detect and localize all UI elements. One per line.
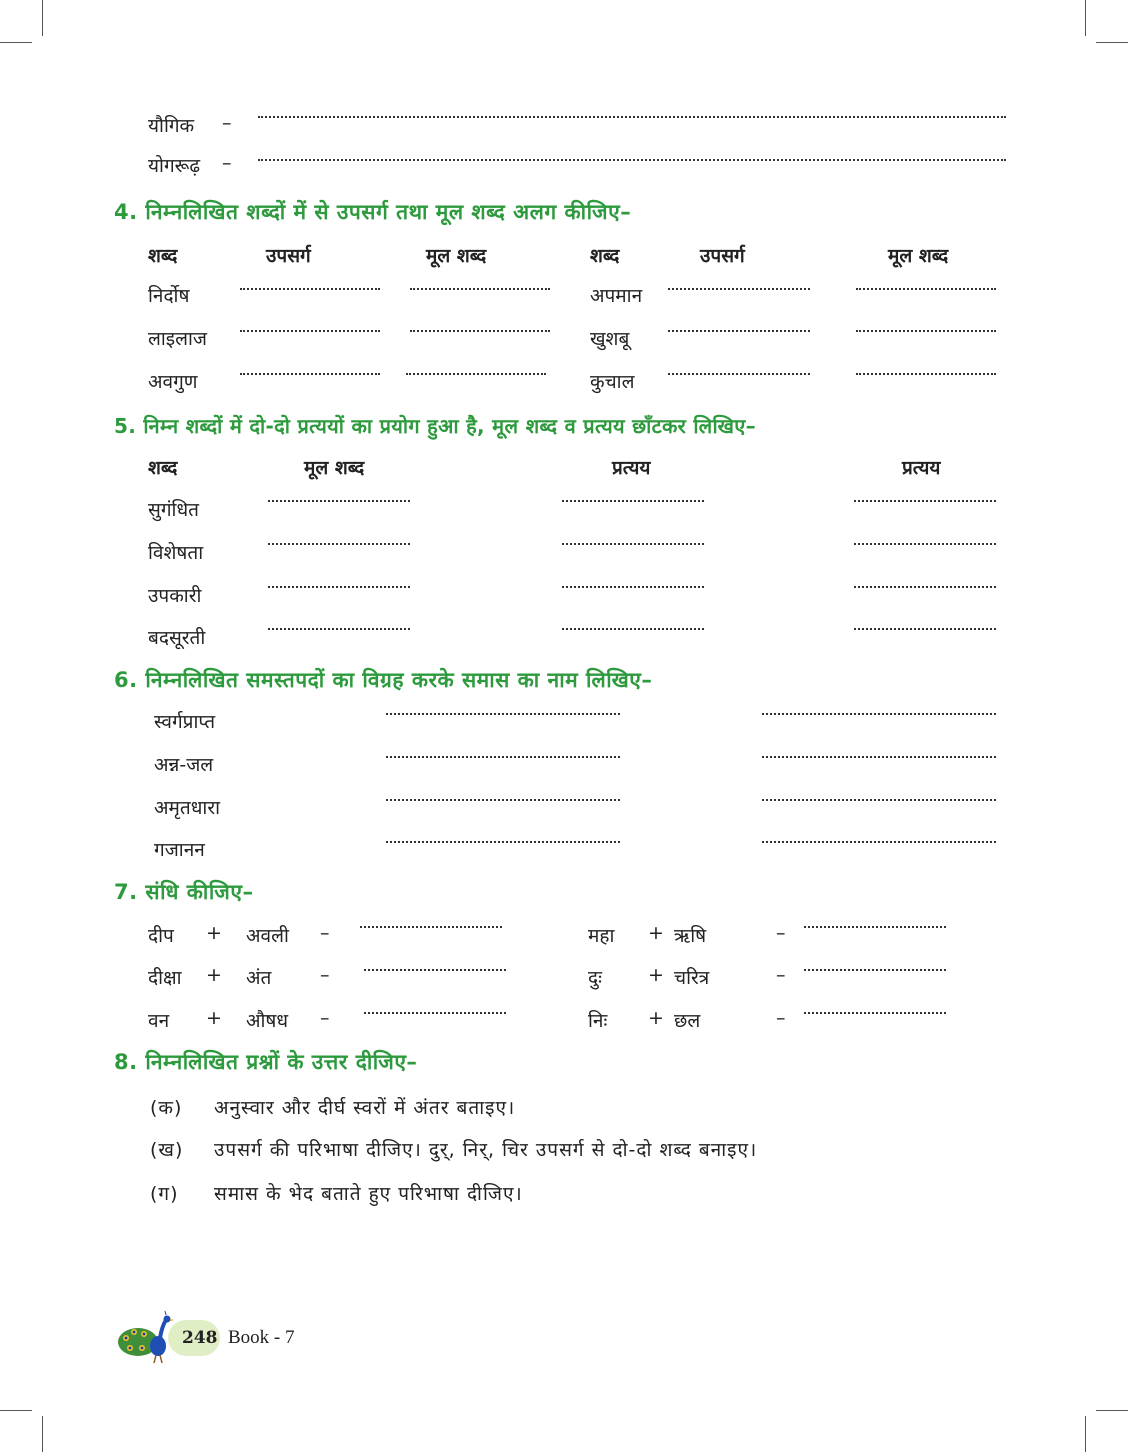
dash: – xyxy=(776,964,786,986)
answer-line[interactable] xyxy=(804,969,946,971)
crop-mark xyxy=(1085,0,1086,36)
answer-line[interactable] xyxy=(854,500,996,502)
answer-line[interactable] xyxy=(854,628,996,630)
dash: – xyxy=(222,152,232,174)
question-text: उपसर्ग की परिभाषा दीजिए। दुर्, निर्, चिर उपसर्ग से दो-दो शब्द बनाइए। xyxy=(214,1139,758,1161)
question-6-heading: 6. निम्नलिखित समस्तपदों का विग्रह करके समास का नाम लिखिए– xyxy=(114,668,653,692)
answer-line[interactable] xyxy=(268,543,410,545)
sandhi-part: अंत xyxy=(246,967,272,989)
sandhi-part: वन xyxy=(148,1010,170,1032)
word: अवगुण xyxy=(148,371,198,393)
answer-line[interactable] xyxy=(854,543,996,545)
word: खुशबू xyxy=(590,328,630,350)
word: अमृतधारा xyxy=(154,797,221,819)
answer-line[interactable] xyxy=(386,713,620,715)
sandhi-part: दीप xyxy=(148,925,174,947)
plus: + xyxy=(648,964,664,986)
column-header: उपसर्ग xyxy=(700,245,745,267)
question-4-heading: 4. निम्नलिखित शब्दों में से उपसर्ग तथा मूल शब्द अलग कीजिए– xyxy=(114,200,632,224)
column-header: उपसर्ग xyxy=(266,245,311,267)
word: अपमान xyxy=(590,285,643,307)
plus: + xyxy=(648,1007,664,1029)
answer-line[interactable] xyxy=(240,288,380,290)
page-number: 248 xyxy=(182,1328,218,1348)
column-header: प्रत्यय xyxy=(902,457,941,479)
book-label: Book - 7 xyxy=(228,1327,295,1348)
answer-line[interactable] xyxy=(386,841,620,843)
sandhi-part: दुः xyxy=(588,967,602,989)
sandhi-part: निः xyxy=(588,1010,608,1032)
crop-mark xyxy=(0,1410,32,1411)
answer-line[interactable] xyxy=(364,1012,506,1014)
sandhi-part: औषध xyxy=(246,1010,289,1032)
answer-line[interactable] xyxy=(562,586,704,588)
column-header: शब्द xyxy=(148,245,178,267)
answer-line[interactable] xyxy=(668,288,810,290)
answer-line[interactable] xyxy=(268,586,410,588)
word: बदसूरती xyxy=(148,627,206,649)
item-mark: (क) xyxy=(150,1097,183,1119)
answer-line[interactable] xyxy=(258,159,1006,161)
word: सुगंधित xyxy=(148,499,199,521)
answer-line[interactable] xyxy=(258,116,1006,118)
plus: + xyxy=(206,922,222,944)
dash: – xyxy=(320,922,330,944)
crop-mark xyxy=(0,42,32,43)
answer-line[interactable] xyxy=(762,756,996,758)
answer-line[interactable] xyxy=(856,330,996,332)
answer-line[interactable] xyxy=(668,373,810,375)
sandhi-part: छल xyxy=(674,1010,701,1032)
crop-mark xyxy=(42,1416,43,1452)
answer-line[interactable] xyxy=(410,288,550,290)
crop-mark xyxy=(1085,1416,1086,1452)
question-text: समास के भेद बताते हुए परिभाषा दीजिए। xyxy=(214,1183,523,1205)
dash: – xyxy=(776,1007,786,1029)
answer-line[interactable] xyxy=(854,586,996,588)
answer-line[interactable] xyxy=(762,841,996,843)
answer-line[interactable] xyxy=(240,330,380,332)
answer-line[interactable] xyxy=(668,330,810,332)
sandhi-part: अवली xyxy=(246,925,289,947)
question-7-heading: 7. संधि कीजिए– xyxy=(114,880,254,904)
sandhi-part: दीक्षा xyxy=(148,967,182,989)
crop-mark xyxy=(1096,1410,1128,1411)
crop-mark xyxy=(42,0,43,36)
sandhi-part: महा xyxy=(588,925,615,947)
word: कुचाल xyxy=(590,371,635,393)
sandhi-part: ऋषि xyxy=(674,925,707,947)
word: निर्दोष xyxy=(148,285,190,307)
plus: + xyxy=(206,1007,222,1029)
answer-line[interactable] xyxy=(762,799,996,801)
answer-line[interactable] xyxy=(804,1012,946,1014)
answer-line[interactable] xyxy=(762,713,996,715)
word: विशेषता xyxy=(148,542,204,564)
column-header: शब्द xyxy=(590,245,620,267)
dash: – xyxy=(320,964,330,986)
answer-line[interactable] xyxy=(856,373,996,375)
plus: + xyxy=(648,922,664,944)
answer-line[interactable] xyxy=(364,969,506,971)
top-line-label: योगरूढ़ xyxy=(148,155,201,177)
column-header: मूल शब्द xyxy=(888,245,949,267)
column-header: मूल शब्द xyxy=(426,245,487,267)
answer-line[interactable] xyxy=(562,628,704,630)
answer-line[interactable] xyxy=(386,756,620,758)
word: उपकारी xyxy=(148,585,202,607)
answer-line[interactable] xyxy=(268,628,410,630)
plus: + xyxy=(206,964,222,986)
answer-line[interactable] xyxy=(240,373,380,375)
question-5-heading: 5. निम्न शब्दों में दो-दो प्रत्ययों का प्रयोग हुआ है, मूल शब्द व प्रत्यय छाँटकर लिखिए– xyxy=(114,414,756,438)
answer-line[interactable] xyxy=(406,373,546,375)
answer-line[interactable] xyxy=(562,543,704,545)
answer-line[interactable] xyxy=(804,926,946,928)
word: अन्न-जल xyxy=(154,754,214,776)
answer-line[interactable] xyxy=(386,799,620,801)
answer-line[interactable] xyxy=(268,500,410,502)
item-mark: (ग) xyxy=(150,1183,179,1205)
column-header: मूल शब्द xyxy=(304,457,365,479)
word: स्वर्गप्राप्त xyxy=(154,711,216,733)
column-header: शब्द xyxy=(148,457,178,479)
dash: – xyxy=(222,112,232,134)
column-header: प्रत्यय xyxy=(612,457,651,479)
question-8-heading: 8. निम्नलिखित प्रश्नों के उत्तर दीजिए– xyxy=(114,1050,418,1074)
question-text: अनुस्वार और दीर्घ स्वरों में अंतर बताइए। xyxy=(214,1097,516,1119)
word: गजानन xyxy=(154,839,205,861)
answer-line[interactable] xyxy=(360,926,502,928)
answer-line[interactable] xyxy=(410,330,550,332)
item-mark: (ख) xyxy=(150,1139,184,1161)
answer-line[interactable] xyxy=(856,288,996,290)
dash: – xyxy=(320,1007,330,1029)
top-line-label: यौगिक xyxy=(148,115,195,137)
word: लाइलाज xyxy=(148,328,208,350)
sandhi-part: चरित्र xyxy=(674,967,710,989)
answer-line[interactable] xyxy=(562,500,704,502)
crop-mark xyxy=(1096,42,1128,43)
dash: – xyxy=(776,922,786,944)
